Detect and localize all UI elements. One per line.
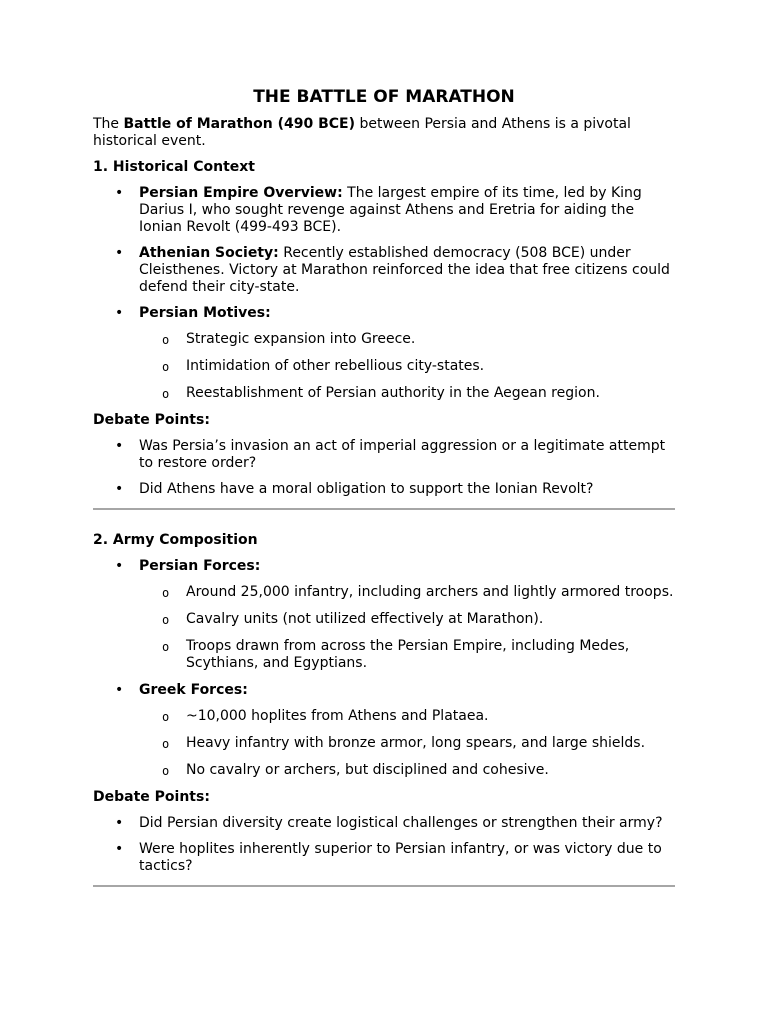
circle-bullet-icon: o [162,333,170,347]
sub-item-text: No cavalry or archers, but disciplined and cohesive. [186,762,549,778]
sub-item-text: Intimidation of other rebellious city-states. [186,358,485,374]
section-heading: 1. Historical Context [93,159,255,175]
sub-list [139,708,675,779]
sub-list-item [93,358,675,375]
page-title: THE BATTLE OF MARATHON [253,87,515,107]
intro-bold: Battle of Marathon (490 BCE) [123,116,356,132]
sub-list [139,584,675,672]
list-item [93,185,675,236]
item-text: The largest empire of its time, led by King Darius I, who sought revenge against Athens and Eretria for aiding the Ionian Revolt (499-493 BCE). [139,185,642,235]
list-item [93,558,675,672]
debate-text: Did Persian diversity create logistical challenges or strengthen their army? [139,815,663,831]
sub-list-item [93,385,675,402]
sub-item-text: Troops drawn from across the Persian Empire, including Medes, Scythians, and Egyptians. [186,638,630,671]
debate-heading: Debate Points: [93,412,210,428]
bullet-list [93,185,675,402]
bullet-icon: • [115,558,124,574]
sub-item-text: Heavy infantry with bronze armor, long spears, and large shields. [186,735,646,751]
sub-item-text: ~10,000 hoplites from Athens and Plataea. [186,708,489,724]
document-content [93,86,675,909]
sub-list [139,331,675,402]
debate-item [93,438,675,472]
bullet-icon: • [115,438,124,454]
bullet-icon: • [115,305,124,321]
item-label: Persian Forces: [139,558,261,574]
list-item [93,305,675,402]
debate-list [93,438,675,498]
circle-bullet-icon: o [162,586,170,600]
debate-item [93,815,675,832]
intro-paragraph [93,116,675,150]
bullet-icon: • [115,481,124,497]
circle-bullet-icon: o [162,764,170,778]
debate-text: Did Athens have a moral obligation to support the Ionian Revolt? [139,481,594,497]
sub-item-text: Reestablishment of Persian authority in the Aegean region. [186,385,600,401]
bullet-icon: • [115,682,124,698]
intro-pre: The [93,116,124,132]
item-label: Persian Empire Overview: [139,185,343,201]
bullet-icon: • [115,841,124,857]
item-label: Athenian Society: [139,245,279,261]
circle-bullet-icon: o [162,640,170,654]
debate-item [93,841,675,875]
sub-item-text: Cavalry units (not utilized effectively at Marathon). [186,611,544,627]
list-item [93,245,675,296]
bullet-icon: • [115,245,124,261]
section-heading: 2. Army Composition [93,532,258,548]
sub-list-item [93,638,675,672]
sub-item-text: Around 25,000 infantry, including archers and lightly armored troops. [186,584,674,600]
sub-list-item [93,708,675,725]
circle-bullet-icon: o [162,360,170,374]
sections-container [93,159,675,887]
list-item [93,682,675,779]
debate-item [93,481,675,498]
bullet-icon: • [115,185,124,201]
debate-list [93,815,675,875]
sub-list-item [93,762,675,779]
circle-bullet-icon: o [162,737,170,751]
circle-bullet-icon: o [162,710,170,724]
item-label: Persian Motives: [139,305,271,321]
sub-list-item [93,584,675,601]
bullet-list [93,558,675,779]
debate-heading: Debate Points: [93,789,210,805]
section-divider [93,885,675,887]
circle-bullet-icon: o [162,387,170,401]
circle-bullet-icon: o [162,613,170,627]
debate-text: Was Persia’s invasion an act of imperial aggression or a legitimate attempt to restore order? [139,438,666,471]
sub-list-item [93,331,675,348]
intro-post: between Persia and Athens is a pivotal historical event. [93,116,631,149]
bullet-icon: • [115,815,124,831]
debate-text: Were hoplites inherently superior to Persian infantry, or was victory due to tactics? [139,841,662,874]
sub-list-item [93,611,675,628]
sub-item-text: Strategic expansion into Greece. [186,331,416,347]
section-divider [93,508,675,510]
item-text: Recently established democracy (508 BCE) under Cleisthenes. Victory at Marathon reinforced the idea that free citizens could defend their city-state. [139,245,670,295]
sub-list-item [93,735,675,752]
item-label: Greek Forces: [139,682,248,698]
